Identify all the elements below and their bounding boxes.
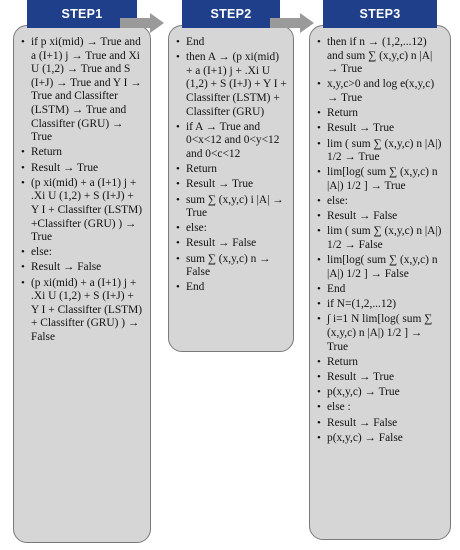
step1-item: • Return [18, 146, 144, 160]
right-arrow-icon [118, 12, 166, 34]
step3-item: • else : [314, 401, 444, 415]
step1-list [18, 36, 144, 345]
step2-header: STEP2 [182, 0, 280, 28]
step3-item: • Return [314, 356, 444, 370]
step2-item: • End [173, 36, 287, 50]
step2-item: • Return [173, 163, 287, 177]
step2-item: • End [173, 281, 287, 295]
step3-list [314, 36, 444, 445]
step2-item: • Result → False [173, 237, 287, 251]
step2-panel [168, 25, 294, 352]
step3-item: • lim[log( sum ∑ (x,y,c) n |A|) 1/2 ] → False [314, 254, 444, 281]
step3-item: • ∫ i=1 N lim[log( sum ∑ (x,y,c) n |A|) 1/2 ] → True [314, 313, 444, 354]
step3-item: • lim ( sum ∑ (x,y,c) n |A|) 1/2 → True [314, 138, 444, 165]
step2-item: • else: [173, 222, 287, 236]
step2-item: • sum ∑ (x,y,c) n → False [173, 253, 287, 280]
step3-item: • End [314, 283, 444, 297]
step1-item: • (p xi(mid) + a (I+1) j + .Xi U (1,2) + S (I+J) + Y I + Classifter (LSTM) +Classifter (GRU) ) → True [18, 177, 144, 245]
step3-item: • p(x,y,c) → False [314, 432, 444, 446]
step2-item: • Result → True [173, 178, 287, 192]
right-arrow-icon [268, 12, 316, 34]
step3-item: • Return [314, 107, 444, 121]
step1-item: • (p xi(mid) + a (I+1) j + .Xi U (1,2) + S (I+J) + Y I + Classifter (LSTM) + Classifter (GRU) ) → False [18, 277, 144, 345]
step3-item: • if N=(1,2,...12) [314, 298, 444, 312]
step1-header: STEP1 [27, 0, 137, 28]
step2-item: • if A → True and 0<x<12 and 0<y<12 and 0<c<12 [173, 121, 287, 162]
step1-item: • if p xi(mid) → True and a (I+1) j → True and Xi U (1,2) → True and S (I+J) → True and Y I → True and Classifter (LSTM) → True and Classifter (GRU) → True [18, 36, 144, 145]
step1-panel [13, 25, 151, 543]
step3-item: • Result → False [314, 417, 444, 431]
step3-panel [309, 25, 451, 540]
step1-item: • Result → True [18, 162, 144, 176]
step3-item: • else: [314, 195, 444, 209]
step3-item: • then if n → (1,2,...12) and sum ∑ (x,y,c) n |A| → True [314, 36, 444, 77]
step3-header: STEP3 [323, 0, 437, 28]
step3-item: • Result → False [314, 210, 444, 224]
step3-item: • Result → True [314, 122, 444, 136]
step1-item: • Result → False [18, 261, 144, 275]
step2-item: • then A → (p xi(mid) + a (I+1) j + .Xi U (1,2) + S (I+J) + Y I + Classifter (LSTM) + Classifter (GRU) [173, 51, 287, 119]
step3-item: • x,y,c>0 and log e(x,y,c) → True [314, 78, 444, 105]
step3-item: • p(x,y,c) → True [314, 386, 444, 400]
step3-item: • lim[log( sum ∑ (x,y,c) n |A|) 1/2 ] → True [314, 166, 444, 193]
step3-item: • Result → True [314, 371, 444, 385]
step1-item: • else: [18, 246, 144, 260]
step2-item: • sum ∑ (x,y,c) i |A| → True [173, 194, 287, 221]
step3-item: • lim ( sum ∑ (x,y,c) n |A|) 1/2 → False [314, 225, 444, 252]
step2-list [173, 36, 287, 295]
